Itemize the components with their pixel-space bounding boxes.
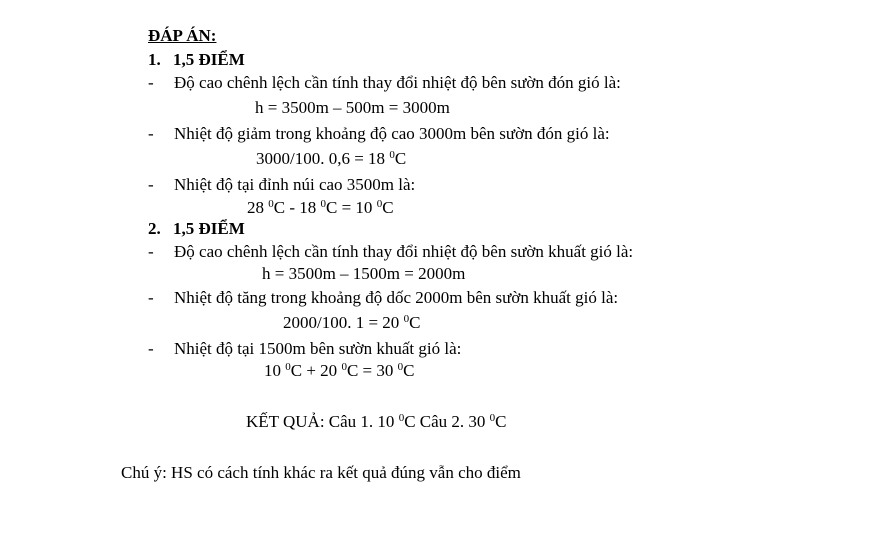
unit-c: C	[394, 149, 407, 168]
section-2-item-3	[148, 339, 461, 359]
formula-text: C = 10	[326, 198, 377, 217]
document-title: ĐÁP ÁN:	[148, 26, 217, 45]
item-text: Nhiệt độ giảm trong khoảng độ cao 3000m bên sườn đón gió là:	[174, 124, 610, 143]
degree-mark: 0	[268, 198, 274, 210]
bullet: -	[148, 288, 154, 307]
formula-text: 3000/100. 0,6 = 18	[256, 149, 390, 168]
section-2-title: 1,5 ĐIỂM	[173, 219, 245, 238]
section-1-heading	[148, 50, 245, 70]
unit-c: C	[403, 361, 415, 380]
formula-text: 2000/100. 1 = 20	[283, 313, 404, 332]
section-1-item-2	[148, 124, 610, 144]
degree-mark: 0	[403, 313, 410, 325]
unit-c: C	[382, 198, 394, 217]
degree-mark: 0	[285, 361, 291, 373]
unit-c: C	[495, 412, 507, 431]
section-1-formula-1: h = 3500m – 500m = 3000m	[255, 98, 450, 117]
section-2-number: 2.	[148, 219, 161, 238]
note: Chú ý: HS có cách tính khác ra kết quả đúng vẫn cho điểm	[121, 463, 521, 482]
section-2-heading	[148, 219, 245, 239]
bullet: -	[148, 73, 154, 92]
section-2-item-2	[148, 288, 618, 308]
bullet: -	[148, 339, 154, 358]
degree-mark: 0	[341, 361, 347, 373]
formula-text: 10	[264, 361, 286, 380]
degree-mark: 0	[389, 149, 395, 161]
formula-text: C = 30	[346, 361, 398, 380]
section-1-number: 1.	[148, 50, 161, 69]
result-label: KẾT QUẢ: Câu 1. 10	[246, 412, 399, 431]
unit-c: C	[409, 313, 421, 332]
section-1-formula-3	[247, 198, 394, 220]
formula-text: 28	[247, 198, 269, 217]
degree-mark: 0	[489, 412, 496, 424]
section-2-formula-2	[283, 313, 420, 335]
item-text: Độ cao chênh lệch cần tính thay đổi nhiệt độ bên sườn đón gió là:	[174, 73, 621, 92]
formula-text: C - 18	[273, 198, 321, 217]
section-2-item-1	[148, 242, 633, 262]
formula-text: C + 20	[290, 361, 342, 380]
bullet: -	[148, 124, 154, 143]
item-text: Nhiệt độ tăng trong khoảng độ dốc 2000m bên sườn khuất gió là:	[174, 288, 619, 307]
section-1-item-3	[148, 175, 415, 195]
degree-mark: 0	[398, 412, 405, 424]
item-text: Nhiệt độ tại đỉnh núi cao 3500m là:	[174, 175, 416, 194]
result-mid: C Câu 2. 30	[404, 412, 490, 431]
degree-mark: 0	[376, 198, 383, 210]
result-line	[246, 412, 507, 434]
section-2-formula-1: h = 3500m – 1500m = 2000m	[262, 264, 466, 283]
item-text: Độ cao chênh lệch cần tính thay đổi nhiệt độ bên sườn khuất gió là:	[174, 242, 634, 261]
section-2-formula-3	[264, 361, 414, 383]
section-1-title: 1,5 ĐIỂM	[173, 50, 245, 69]
section-1-item-1	[148, 73, 621, 93]
degree-mark: 0	[320, 198, 326, 210]
section-1-formula-2	[256, 149, 406, 171]
item-text: Nhiệt độ tại 1500m bên sườn khuất gió là:	[174, 339, 462, 358]
bullet: -	[148, 242, 154, 261]
bullet: -	[148, 175, 154, 194]
degree-mark: 0	[397, 361, 404, 373]
